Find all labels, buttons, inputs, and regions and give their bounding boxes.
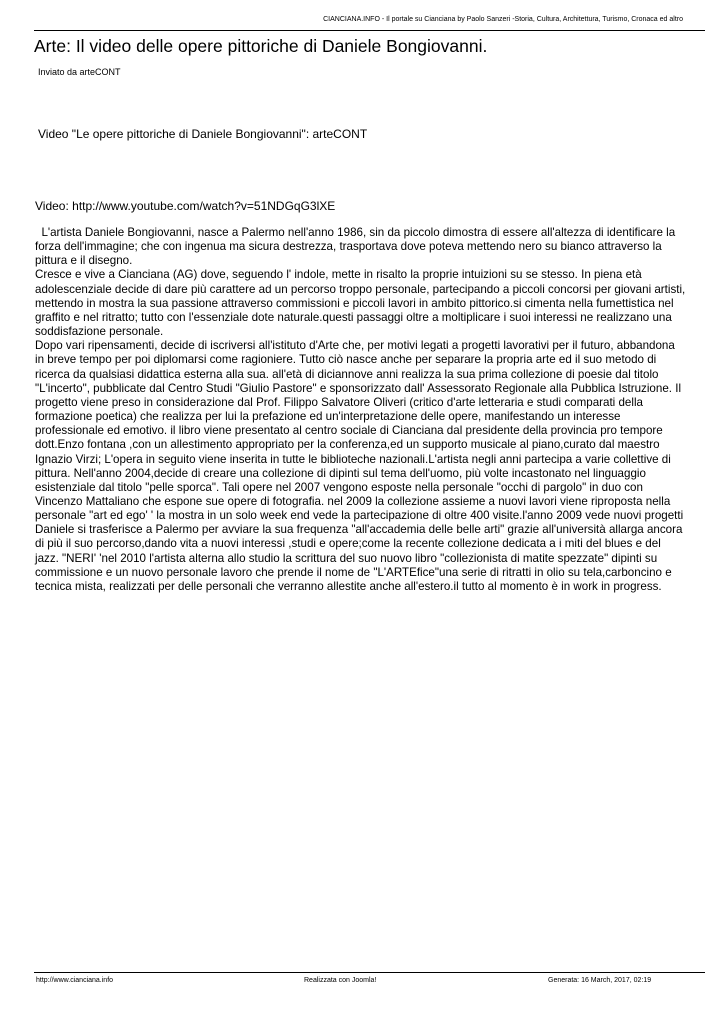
site-description: CIANCIANA.INFO - Il portale su Cianciana by Paolo Sanzeri -Storia, Cultura, Architettura, Turismo, Cronaca ed altro [323,16,683,23]
video-title: Video "Le opere pittoriche di Daniele Bongiovanni": arteCONT [38,127,368,141]
author-line: Inviato da arteCONT [38,67,121,77]
page-footer [34,972,705,991]
paragraph-youth: Cresce e vive a Cianciana (AG) dove, seguendo l' indole, mette in risalto la proprie intuizioni su se stesso. In piena età adolescenziale decide di dare più carattere ad un percorso troppo personale, partecipando a piccoli concorsi per giovani artisti, mettendo in mostra la sua passione attraverso commissioni e piccoli lavori in ambito pittorico.si cimenta nella fumettistica nel graffito e nel ritratto; tutto con l'essenziale dote naturale.questi passaggi oltre a moltiplicare i suoi interessi ne realizzano una soddisfazione personale. [35,268,686,339]
footer-site-url[interactable]: http://www.cianciana.info [36,977,114,984]
video-link[interactable]: Video: http://www.youtube.com/watch?v=51NDGqG3lXE [35,199,336,213]
page-header [34,14,705,31]
paragraph-intro: L'artista Daniele Bongiovanni, nasce a Palermo nell'anno 1986, sin da piccolo dimostra di essere all'altezza di identificare la forza dell'immagine; che con ingenua ma sicura destrezza, trasportava dove poteva mettendo nero su bianco attraverso la pittura e il disegno. [35,226,676,268]
footer-powered-by: Realizzata con Joomla! [304,977,377,984]
paragraph-career: Dopo vari ripensamenti, decide di iscriversi all'istituto d'Arte che, per motivi legati a progetti lavorativi per il futuro, abbandona in breve tempo per poi diplomarsi come ragioniere. Tutto ciò nasce anche per separare la propria arte ed il suo metodo di ricerca da qualsiasi didattica esterna alla sua. all'età di diciannove anni realizza la sua prima collezione di poesie dal titolo "L'incerto", pubblicate dal Centro Studi "Giulio Pastore" e sponsorizzato dall' Assessorato Regionale alla Pubblica Istruzione. Il progetto viene preso in considerazione dal Prof. Filippo Salvatore Oliveri (critico d'arte letteraria e studi comparati della formazione poetica) che realizza per lui la prefazione ed un'interpretazione delle opere, manifestando un interesse professionale ed emotivo. il libro viene presentato al centro sociale di Cianciana dal presidente della provincia pro tempore dott.Enzo fontana ,con un allestimento appropriato per la conferenza,ed un supporto musicale al piano,curato dal maestro Ignazio Virzi; L'opera in seguito viene inserita in tutte le biblioteche nazionali.L'artista negli anni partecipa a varie collettive di pittura. Nell'anno 2004,decide di creare una collezione di dipinti sul tema dell'uomo, più volte incastonato nel linguaggio esistenziale dal titolo "pelle sporca". Tali opere nel 2007 vengono esposte nella personale "occhi di pargolo" in duo con Vincenzo Mattaliano che espone sue opere di fotografia. nel 2009 la collezione assieme a nuovi lavori viene riproposta nella personale "art ed ego' ' la mostra in un solo week end vede la partecipazione di oltre 400 visite.l'anno 2009 vede nuovi progetti Daniele si trasferisce a Palermo per avviare la sua frequenza "all'accademia delle belle arti" grazie all'università allarga ancora di più il suo percorso,dando vita a nuovi interessi ,studi e opere;come la recente collezione dedicata a i miti del blues e del jazz. "NERI' 'nel 2010 l'artista alterna allo studio la scrittura del suo nuovo libro "collezionista di matite spezzate" dipinti su commissione e un nuovo personale lavoro che prende il nome de "L'ARTEfice"una serie di ritratti in olio su tela,carboncino e tecnica mista, realizzati per delle personali che verranno allestite anche all'estero.il tutto al momento è in work in progress. [35,339,684,593]
article-title: Arte: Il video delle opere pittoriche di Daniele Bongiovanni. [34,36,488,56]
footer-generated-date: Generata: 16 March, 2017, 02:19 [548,977,652,984]
article-body [35,226,687,594]
